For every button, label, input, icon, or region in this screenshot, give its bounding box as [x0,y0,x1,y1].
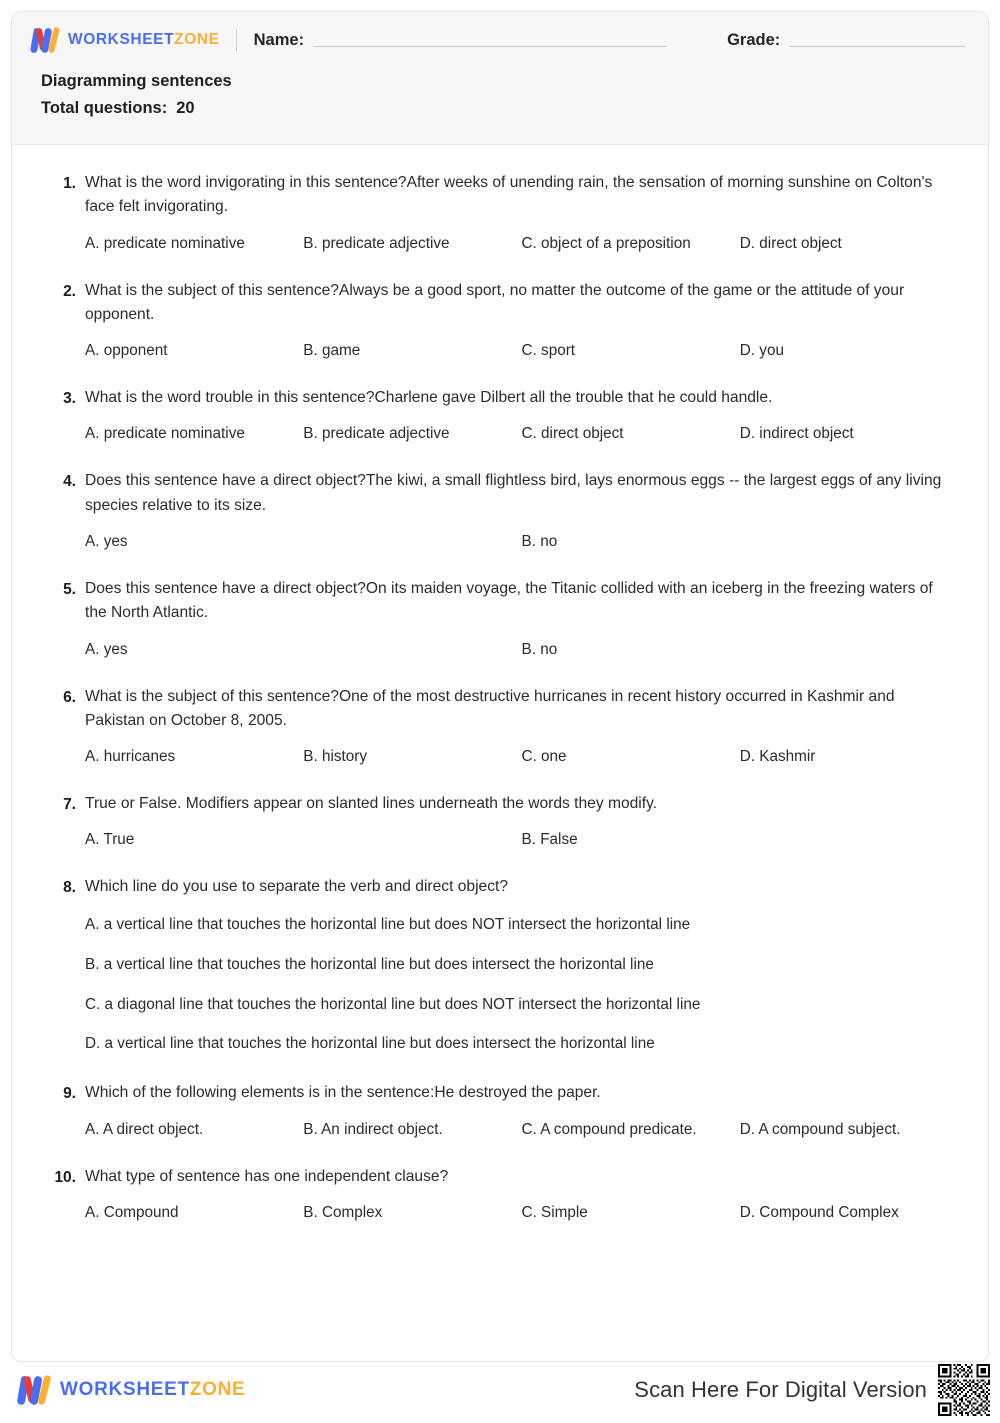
question-item [42,1165,958,1225]
question-body [76,386,958,446]
footer-brand-wordmark [60,1379,245,1401]
questions-list [12,145,988,1258]
name-label: Name: [253,30,305,49]
question-item [42,577,958,662]
scan-here-label: Scan Here For Digital Version [634,1377,927,1402]
answer-options [85,233,958,256]
question-number: 3. [63,390,76,408]
question-number: 8. [63,879,76,897]
question-item [42,1081,958,1141]
question-text: True or False. Modifiers appear on slanted lines underneath the words they modify. [85,795,658,813]
answer-option[interactable]: C. sport [521,342,576,360]
question-item [42,685,958,770]
page-title: Diagramming sentences [41,72,232,90]
answer-option[interactable]: B. False [521,831,578,849]
question-item [42,792,958,852]
answer-options [85,914,958,1057]
question-number: 6. [63,688,76,706]
answer-option[interactable]: C. a diagonal line that touches the horizontal line but does NOT intersect the horizontal line [85,995,701,1013]
question-body [76,279,958,364]
question-item [42,171,958,256]
total-questions-row [41,99,988,119]
answer-option[interactable]: C. object of a preposition [521,234,691,252]
question-number: 4. [63,473,76,491]
question-text: What is the word invigorating in this sentence?After weeks of unending rain, the sensation of morning sunshine on Colton's face felt invigorating. [85,174,933,216]
answer-options [85,531,958,554]
answer-option[interactable]: B. history [303,748,368,766]
answer-option[interactable]: D. A compound subject. [739,1120,901,1138]
question-item [42,386,958,446]
answer-option[interactable]: C. A compound predicate. [521,1120,697,1138]
answer-option[interactable]: A. hurricanes [85,748,176,766]
answer-option[interactable]: B. Complex [303,1203,383,1221]
answer-option[interactable]: A. predicate nominative [85,234,245,252]
answer-option[interactable]: C. Simple [521,1203,588,1221]
question-body [76,469,958,554]
brand-wordmark-zone: ZONE [174,31,220,48]
worksheet-zone-logo-icon [31,28,61,53]
qr-code-icon[interactable] [936,1362,992,1418]
footer-brand-wordmark-zone: ZONE [189,1379,246,1400]
footer-worksheet-zone-logo-icon [18,1376,52,1405]
question-text: Which of the following elements is in the sentence:He destroyed the paper. [85,1084,601,1102]
answer-option[interactable]: D. you [739,342,784,360]
brand-wordmark-worksheet: WORKSHEET [68,31,175,48]
total-questions-count: 20 [176,98,195,117]
answer-option[interactable]: B. predicate adjective [303,234,450,252]
question-body [76,171,958,256]
question-text: Does this sentence have a direct object?On its maiden voyage, the Titanic collided with an iceberg in the freezing waters of the North Atlantic. [85,579,933,622]
question-text: What type of sentence has one independent clause? [85,1167,449,1185]
grade-label: Grade: [727,30,781,49]
question-number: 5. [63,580,76,598]
answer-option[interactable]: D. Kashmir [739,748,816,766]
question-item [42,875,958,1058]
answer-options [85,1202,958,1225]
name-input-line[interactable] [313,33,667,47]
answer-option[interactable]: B. An indirect object. [303,1120,443,1138]
answer-option[interactable]: A. a vertical line that touches the horizontal line but does NOT intersect the horizontal line [85,915,691,933]
question-number: 2. [63,282,76,300]
answer-option[interactable]: B. no [521,533,558,550]
question-item [42,469,958,554]
total-questions-label: Total questions: [41,98,168,117]
question-text: What is the subject of this sentence?One of the most destructive hurricanes in recent history occurred in Kashmir and Pakistan on October 8, 2005. [85,687,895,729]
answer-option[interactable]: D. Compound Complex [739,1203,899,1221]
question-body [76,792,958,852]
answer-option[interactable]: D. a vertical line that touches the horizontal line but does intersect the horizontal line [85,1035,655,1053]
question-number: 9. [63,1085,76,1103]
question-number: 7. [63,796,76,814]
question-body [76,875,958,1058]
question-text: What is the word trouble in this sentence?Charlene gave Dilbert all the trouble that he could handle. [85,389,773,407]
worksheet-title-block [12,68,988,119]
brand-wordmark [68,31,220,49]
answer-options [85,340,958,363]
answer-options [85,829,958,852]
answer-option[interactable]: C. one [521,748,567,766]
answer-option[interactable]: A. yes [85,640,128,658]
grade-input-line[interactable] [789,33,965,47]
worksheet-header [12,12,988,145]
page-footer [0,1366,1000,1414]
answer-option[interactable]: A. A direct object. [85,1120,204,1138]
question-body [76,1165,958,1225]
answer-option[interactable]: D. indirect object [739,425,854,443]
question-item [42,279,958,364]
answer-option[interactable]: B. no [521,640,558,658]
question-text: Which line do you use to separate the verb and direct object? [85,878,509,896]
answer-option[interactable]: A. True [85,831,135,849]
answer-options [85,746,958,769]
answer-option[interactable]: B. a vertical line that touches the horizontal line but does intersect the horizontal line [85,955,654,973]
answer-option[interactable]: D. direct object [739,234,842,252]
question-number: 1. [63,175,76,192]
answer-option[interactable]: B. predicate adjective [303,425,450,443]
question-body [76,1081,958,1141]
answer-options [85,423,958,446]
answer-option[interactable]: A. opponent [85,342,168,360]
answer-option[interactable]: A. predicate nominative [85,425,245,443]
answer-options [85,639,958,662]
student-identity-row [12,12,988,68]
question-number: 10. [54,1168,76,1186]
grade-field-group [727,31,978,50]
answer-option[interactable]: C. direct object [521,425,624,443]
question-text: Does this sentence have a direct object?The kiwi, a small flightless bird, lays enormous eggs -- the largest eggs of any living species relative to its size. [85,472,942,514]
answer-options [85,1119,958,1142]
question-text: What is the subject of this sentence?Always be a good sport, no matter the outcome of the game or the attitude of your opponent. [85,281,905,323]
answer-option[interactable]: B. game [303,342,361,360]
question-body [76,685,958,770]
footer-brand-wordmark-worksheet: WORKSHEET [60,1379,190,1400]
header-divider [236,30,237,51]
answer-option[interactable]: A. yes [85,533,128,550]
question-body [76,577,958,662]
worksheet-card [11,11,989,1362]
answer-option[interactable]: A. Compound [85,1203,179,1221]
